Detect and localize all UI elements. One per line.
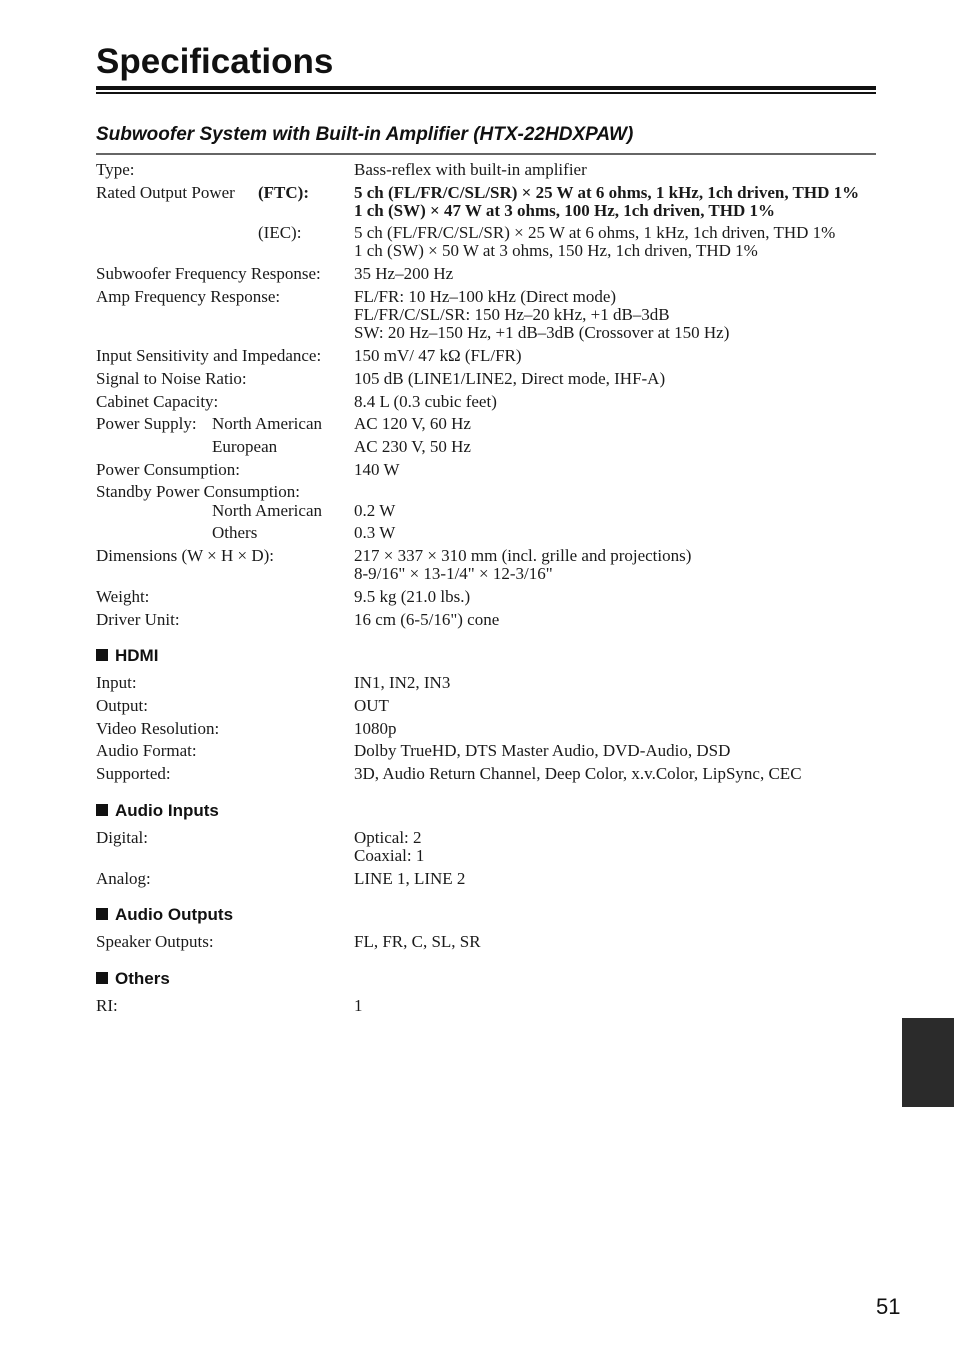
spec-value-multiline [354, 829, 424, 865]
spec-label: Signal to Noise Ratio: [96, 369, 247, 388]
page-title: Specifications [96, 42, 334, 81]
spec-value-multiline [354, 224, 835, 260]
chapter-tab-marker [902, 1018, 954, 1107]
spec-label: Input: [96, 673, 137, 692]
spec-value: AC 120 V, 60 Hz [354, 414, 471, 433]
dimensions-line-2: 8-9/16" × 13-1/4" × 12-3/16" [354, 564, 553, 583]
spec-value: 9.5 kg (21.0 lbs.) [354, 587, 471, 606]
spec-value-multiline [354, 547, 691, 583]
square-bullet-icon [96, 908, 108, 920]
spec-value-multiline [354, 288, 729, 342]
dimensions-line-1: 217 × 337 × 310 mm (incl. grille and projections) [354, 546, 692, 565]
spec-label: Audio Format: [96, 741, 197, 760]
region-label: North American [212, 414, 322, 433]
spec-value: 35 Hz–200 Hz [354, 264, 454, 283]
spec-value: LINE 1, LINE 2 [354, 869, 466, 888]
region-label: European [212, 437, 278, 456]
iec-line-1: 5 ch (FL/FR/C/SL/SR) × 25 W at 6 ohms, 1 kHz, 1ch driven, THD 1% [354, 223, 836, 242]
subtitle-rule [96, 153, 876, 155]
spec-label: RI: [96, 996, 118, 1015]
square-bullet-icon [96, 972, 108, 984]
spec-label: Standby Power Consumption: [96, 482, 301, 501]
region-label: North American [212, 501, 322, 520]
spec-label: Power Consumption: [96, 460, 241, 479]
section-heading-audio-inputs [96, 801, 219, 821]
spec-value: Bass-reflex with built-in amplifier [354, 160, 587, 179]
spec-value: 0.3 W [354, 523, 396, 542]
section-heading-others [96, 969, 170, 989]
section-heading-text: HDMI [115, 646, 159, 665]
amp-freq-line-2: FL/FR/C/SL/SR: 150 Hz–20 kHz, +1 dB–3dB [354, 305, 670, 324]
spec-label: Driver Unit: [96, 610, 180, 629]
amp-freq-line-1: FL/FR: 10 Hz–100 kHz (Direct mode) [354, 287, 617, 306]
section-heading-hdmi [96, 646, 158, 666]
digital-line-1: Optical: 2 [354, 828, 422, 847]
spec-value: Dolby TrueHD, DTS Master Audio, DVD-Audio, DSD [354, 741, 731, 760]
iec-label: (IEC): [258, 223, 302, 242]
spec-value: 8.4 L (0.3 cubic feet) [354, 392, 497, 411]
title-rule-thin [96, 92, 876, 94]
spec-value: 0.2 W [354, 501, 396, 520]
section-heading-text: Audio Inputs [115, 801, 219, 820]
spec-value: 150 mV/ 47 kΩ (FL/FR) [354, 346, 522, 365]
section-subtitle: Subwoofer System with Built-in Amplifier (HTX-22HDXPAW) [96, 124, 634, 145]
page-number: 51 [876, 1294, 901, 1319]
spec-label: Speaker Outputs: [96, 932, 214, 951]
spec-value: AC 230 V, 50 Hz [354, 437, 471, 456]
ftc-label: (FTC): [258, 183, 309, 202]
spec-label: Rated Output Power [96, 183, 235, 202]
spec-label: Cabinet Capacity: [96, 392, 219, 411]
spec-label: Output: [96, 696, 148, 715]
spec-value: IN1, IN2, IN3 [354, 673, 451, 692]
region-label: Others [212, 523, 258, 542]
section-heading-audio-outputs [96, 905, 233, 925]
spec-value: 105 dB (LINE1/LINE2, Direct mode, IHF-A) [354, 369, 666, 388]
spec-label: Amp Frequency Response: [96, 287, 281, 306]
amp-freq-line-3: SW: 20 Hz–150 Hz, +1 dB–3dB (Crossover at 150 Hz) [354, 323, 730, 342]
spec-label: Subwoofer Frequency Response: [96, 264, 321, 283]
spec-label: Digital: [96, 828, 148, 847]
spec-label: Analog: [96, 869, 151, 888]
section-heading-text: Others [115, 969, 170, 988]
spec-label: Weight: [96, 587, 150, 606]
spec-value-multiline [354, 184, 859, 220]
digital-line-2: Coaxial: 1 [354, 846, 425, 865]
spec-label: Dimensions (W × H × D): [96, 546, 274, 565]
spec-value: OUT [354, 696, 389, 715]
spec-label: Input Sensitivity and Impedance: [96, 346, 322, 365]
square-bullet-icon [96, 649, 108, 661]
iec-line-2: 1 ch (SW) × 50 W at 3 ohms, 150 Hz, 1ch driven, THD 1% [354, 241, 758, 260]
spec-value: 1 [354, 996, 363, 1015]
spec-value: 1080p [354, 719, 397, 738]
spec-value: 16 cm (6-5/16") cone [354, 610, 500, 629]
ftc-line-1: 5 ch (FL/FR/C/SL/SR) × 25 W at 6 ohms, 1 kHz, 1ch driven, THD 1% [354, 183, 860, 202]
square-bullet-icon [96, 804, 108, 816]
title-rule-thick [96, 86, 876, 90]
spec-label: Video Resolution: [96, 719, 220, 738]
spec-label: Type: [96, 160, 135, 179]
spec-label: Supported: [96, 764, 171, 783]
spec-value: 3D, Audio Return Channel, Deep Color, x.v.Color, LipSync, CEC [354, 764, 802, 783]
ftc-line-2: 1 ch (SW) × 47 W at 3 ohms, 100 Hz, 1ch driven, THD 1% [354, 201, 776, 220]
section-heading-text: Audio Outputs [115, 905, 234, 924]
spec-value: 140 W [354, 460, 400, 479]
spec-label: Power Supply: [96, 414, 197, 433]
spec-value: FL, FR, C, SL, SR [354, 932, 481, 951]
